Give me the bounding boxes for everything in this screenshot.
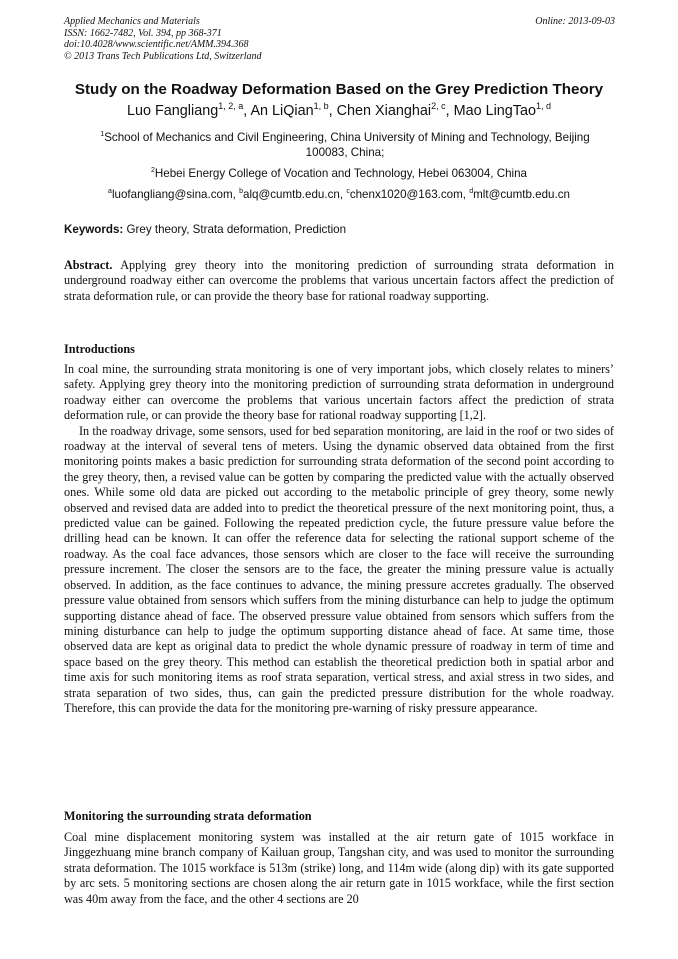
journal-meta [64, 16, 262, 62]
author-affil-mark: 1, 2, a [218, 101, 244, 112]
paragraph: In coal mine, the surrounding strata monitoring is one of very important jobs, which closely relates to miners’ safety. Applying grey theory into the monitoring prediction of surrounding strata deformation in underground roadway either can overcome the problems that various uncertain factors affect the prediction of strata deformation rule, or can provide the theory base for rational roadway supporting [1,2]. [64, 362, 614, 423]
author-name: Mao LingTao [453, 103, 536, 119]
affiliation-text: School of Mechanics and Civil Engineering, China University of Mining and Technology, Beijing 100083, China; [104, 131, 590, 159]
section-heading-introductions: Introductions [64, 342, 135, 356]
email-address: chenx1020@163.com, [349, 188, 466, 201]
email-mark: c [346, 188, 350, 196]
monitoring-body [64, 830, 614, 907]
affiliation-mark: 1 [100, 131, 105, 139]
author-affil-mark: 2, c [431, 101, 446, 112]
issn-line: ISSN: 1662-7482, Vol. 394, pp 368-371 [64, 27, 222, 39]
paragraph: In the roadway drivage, some sensors, used for bed separation monitoring, are laid in the roof or two sides of roadway at the interval of several tens of meters. Using the dynamic observed data obtained from the first monitoring points makes a basic prediction for surrounding strata deformation of the second point according to the grey theory, then, a revised value can be gotten by comparing the predicted value with the actually observed ones. While some old data are picked out according to the metabolic principle of grey theory, some newly observed and revised data are added into to predict the theoretical pressure of the next monitoring point, thus, a predicted value can be gained. Following the repeated prediction cycle, the future pressure value before the drilling head can be known. It can offer the reference data for selecting the rational support scheme of the roadway. As the coal face advances, those sensors which are closer to the face will receive the surrounding pressure increment. The closer the sensors are to the face, the greater the mining pressure value is actually observed. In addition, as the face continues to advance, the mining pressure accretes gradually. The observed pressure value obtained from sensors which suffers from the mining disturbance can help to judge the optimum supporting distance ahead of face. The observed pressure value obtained from sensors which suffers from the mining disturbance can help to judge the optimum supporting distance ahead of face. At same time, those observed data are kept as original data to predict the whole dynamic pressure of roadway in term of time and space based on the grey theory. This method can establish the theoretical prediction both in spatial arbor and time axis for such monitoring items as roof strata separation, vertical stress, and axial stress in two sides, and strata separation of two sides, thus, can gain the predicted pressure distribution for the whole roadway. Therefore, this can provide the data for the monitoring pre-warning of risky pressure appearance. [64, 423, 614, 715]
author-affil-mark: 1, b [313, 101, 329, 112]
author-name: Chen Xianghai [336, 103, 432, 119]
author-list: Luo Fangliang$^{1, 2, a}$, An LiQian$^{1, b}$, Chen Xianghai$^{2, c}$, Mao LingTao$^{1, d}$ [126, 101, 552, 119]
abstract [64, 258, 614, 304]
journal-name: Applied Mechanics and Materials [64, 16, 200, 27]
paper-title: Study on the Roadway Deformation Based on the Grey Prediction Theory [74, 81, 604, 98]
author-affil-mark: 1, d [536, 101, 552, 112]
keywords [64, 223, 346, 236]
keywords-label: Keywords: [64, 223, 124, 236]
email-list [0, 188, 678, 201]
email-address: luofangliang@sina.com, [111, 188, 236, 201]
introduction-body [64, 362, 614, 716]
affiliation-text: Hebei Energy College of Vocation and Technology, Hebei 063004, China [154, 167, 528, 180]
author-name: Luo Fangliang [126, 103, 219, 119]
affiliation-mark: 2 [150, 167, 155, 175]
keywords-text: Grey theory, Strata deformation, Prediction [126, 223, 347, 236]
email-address: mlt@cumtb.edu.cn [473, 188, 570, 201]
online-date: Online: 2013-09-03 [535, 16, 615, 27]
doi-line: doi:10.4028/www.scientific.net/AMM.394.368 [64, 39, 249, 50]
section-heading-monitoring: Monitoring the surrounding strata deformation [64, 809, 312, 823]
email-mark: a [108, 188, 112, 196]
abstract-text: Applying grey theory into the monitoring prediction of surrounding strata deformation in underground roadway either can overcome the problems that various uncertain factors affect the prediction of strata deformation rule, or can provide the theory base for rational roadway supporting. [64, 258, 615, 303]
email-address: alq@cumtb.edu.cn, [243, 188, 344, 201]
author-name: An LiQian [250, 103, 314, 119]
email-mark: b [239, 188, 243, 196]
email-mark: d [469, 188, 474, 196]
paragraph: Coal mine displacement monitoring system was installed at the air return gate of 1015 workface in Jinggezhuang mine branch company of Kailuan group, Tangshan city, and was used to monitor the surrounding strata deformation. The 1015 workface is 513m (strike) long, and 114m wide (along dip) with its gate supported by arc sets. 5 monitoring sections are chosen along the air return gate in 1015 workface, while the first section was 40m away from the face, and the other 4 sections are 20 [64, 830, 614, 906]
copyright-line: © 2013 Trans Tech Publications Ltd, Switzerland [64, 50, 262, 62]
affiliation-1 [80, 130, 610, 160]
affiliation-2 [0, 167, 678, 180]
abstract-label: Abstract. [64, 258, 113, 272]
